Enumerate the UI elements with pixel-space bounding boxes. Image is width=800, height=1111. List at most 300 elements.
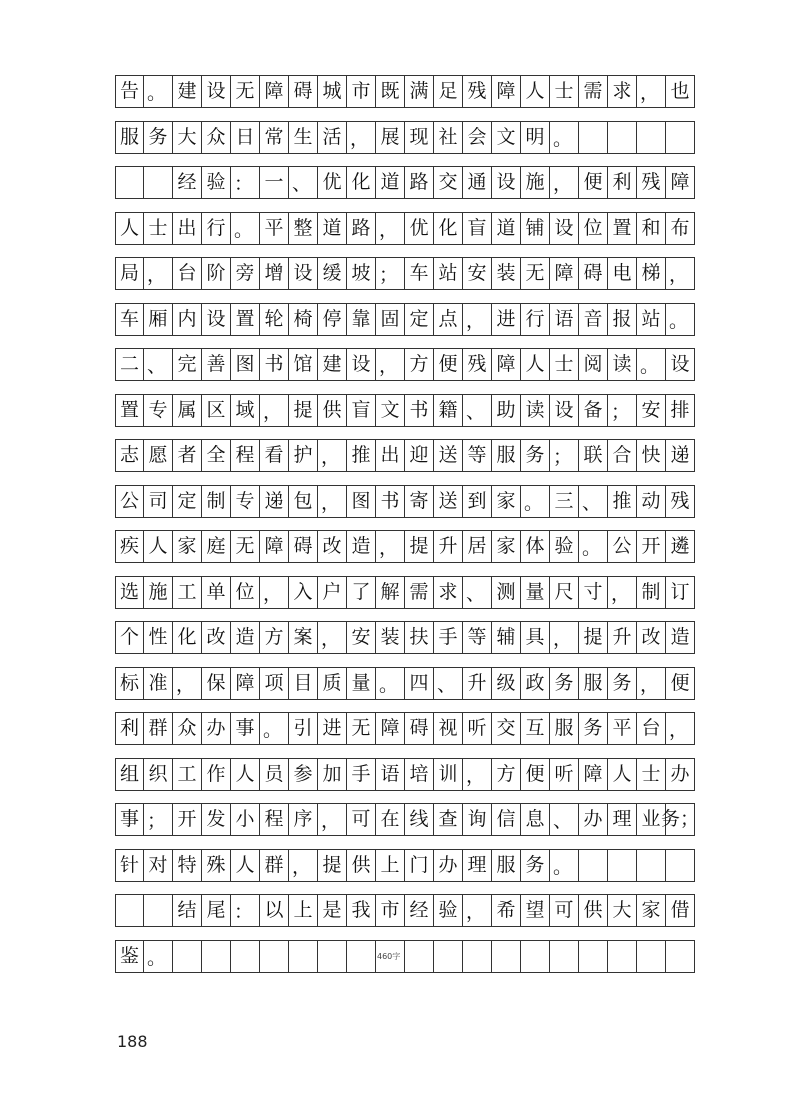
grid-cell: ， <box>463 303 492 336</box>
grid-cell: 作 <box>202 758 231 791</box>
grid-cell <box>608 940 637 973</box>
grid-cell: 交 <box>492 712 521 745</box>
grid-cell <box>318 940 347 973</box>
grid-cell: 设 <box>347 348 376 381</box>
grid-cell: 人 <box>231 758 260 791</box>
grid-cell: 专 <box>144 394 173 427</box>
grid-cell: 提 <box>405 530 434 563</box>
grid-cell: 读 <box>521 394 550 427</box>
grid-cell: 。 <box>637 348 666 381</box>
grid-cell: 标 <box>115 667 144 700</box>
grid-cell: 设 <box>550 212 579 245</box>
grid-cell: 、 <box>144 348 173 381</box>
grid-cell: 残 <box>666 485 695 518</box>
grid-cell: 上 <box>289 894 318 927</box>
grid-cell: 辅 <box>492 621 521 654</box>
grid-cell: 设 <box>492 166 521 199</box>
grid-cell: 合 <box>608 439 637 472</box>
grid-row <box>115 303 695 336</box>
grid-cell: 厢 <box>144 303 173 336</box>
grid-cell: 四 <box>405 667 434 700</box>
grid-cell: 开 <box>637 530 666 563</box>
grid-cell: 服 <box>492 849 521 882</box>
grid-cell <box>144 894 173 927</box>
grid-cell: 建 <box>318 348 347 381</box>
grid-cell: 便 <box>579 166 608 199</box>
grid-cell: 务 <box>144 121 173 154</box>
grid-cell: 迎 <box>405 439 434 472</box>
grid-cell: 旁 <box>231 257 260 290</box>
grid-cell: 望 <box>521 894 550 927</box>
grid-cell: 施 <box>144 576 173 609</box>
grid-row <box>115 530 695 563</box>
grid-cell: 务 <box>579 712 608 745</box>
grid-cell: 道 <box>376 166 405 199</box>
grid-cell: 无 <box>347 712 376 745</box>
grid-cell: 家 <box>492 485 521 518</box>
grid-cell: 体 <box>521 530 550 563</box>
grid-cell: 建 <box>173 75 202 108</box>
grid-cell: 碍 <box>579 257 608 290</box>
grid-cell: 扶 <box>405 621 434 654</box>
grid-row <box>115 121 695 154</box>
grid-cell: 了 <box>347 576 376 609</box>
grid-cell: 发 <box>202 803 231 836</box>
grid-cell: ， <box>318 803 347 836</box>
grid-cell: 。 <box>550 121 579 154</box>
grid-cell: 文 <box>492 121 521 154</box>
grid-cell: 社 <box>434 121 463 154</box>
grid-cell: 送 <box>434 485 463 518</box>
grid-row <box>115 894 695 927</box>
grid-cell: 明 <box>521 121 550 154</box>
grid-cell: 站 <box>637 303 666 336</box>
grid-cell: 事 <box>231 712 260 745</box>
grid-row <box>115 621 695 654</box>
grid-cell: 障 <box>376 712 405 745</box>
grid-cell: 政 <box>521 667 550 700</box>
grid-cell: 优 <box>318 166 347 199</box>
grid-cell: 升 <box>434 530 463 563</box>
grid-cell: 整 <box>289 212 318 245</box>
grid-cell: ， <box>550 621 579 654</box>
grid-cell: 听 <box>463 712 492 745</box>
grid-cell: 书 <box>405 394 434 427</box>
grid-cell: 装 <box>376 621 405 654</box>
grid-cell: 需 <box>579 75 608 108</box>
grid-cell: 服 <box>550 712 579 745</box>
grid-cell: 包 <box>289 485 318 518</box>
grid-cell: 士 <box>550 348 579 381</box>
writing-grid <box>115 75 700 985</box>
grid-cell: 训 <box>434 758 463 791</box>
grid-cell: 群 <box>260 849 289 882</box>
grid-cell: 安 <box>463 257 492 290</box>
grid-cell <box>347 940 376 973</box>
grid-cell <box>579 940 608 973</box>
grid-cell: 参 <box>289 758 318 791</box>
grid-cell: 、 <box>289 166 318 199</box>
grid-cell: ， <box>376 212 405 245</box>
grid-cell <box>608 849 637 882</box>
grid-cell: 服 <box>492 439 521 472</box>
grid-cell: 士 <box>550 75 579 108</box>
grid-cell: 、 <box>579 485 608 518</box>
grid-cell: 织 <box>144 758 173 791</box>
grid-cell: 信 <box>492 803 521 836</box>
grid-cell: 到 <box>463 485 492 518</box>
grid-cell: 程 <box>231 439 260 472</box>
grid-cell <box>579 849 608 882</box>
grid-cell: 展 <box>376 121 405 154</box>
grid-cell: 无 <box>231 75 260 108</box>
grid-row <box>115 166 695 199</box>
grid-cell: 位 <box>579 212 608 245</box>
grid-cell: 愿 <box>144 439 173 472</box>
grid-cell: 务； <box>666 803 695 836</box>
grid-cell: 可 <box>550 894 579 927</box>
grid-cell: ； <box>144 803 173 836</box>
grid-cell: 告 <box>115 75 144 108</box>
grid-cell: 生 <box>289 121 318 154</box>
grid-cell: 制 <box>202 485 231 518</box>
grid-cell: 寸 <box>579 576 608 609</box>
grid-cell: 。 <box>376 667 405 700</box>
grid-cell: 排 <box>666 394 695 427</box>
grid-cell: 障 <box>260 75 289 108</box>
grid-cell: 行 <box>202 212 231 245</box>
grid-cell: 针 <box>115 849 144 882</box>
grid-cell <box>666 849 695 882</box>
grid-cell: 阶 <box>202 257 231 290</box>
grid-cell: 上 <box>376 849 405 882</box>
grid-cell: 铺 <box>521 212 550 245</box>
grid-cell: ； <box>550 439 579 472</box>
grid-cell <box>608 121 637 154</box>
grid-cell <box>637 121 666 154</box>
grid-cell: 家 <box>173 530 202 563</box>
grid-cell: 造 <box>666 621 695 654</box>
grid-cell: 解 <box>376 576 405 609</box>
grid-cell: 群 <box>144 712 173 745</box>
grid-cell: 图 <box>231 348 260 381</box>
grid-cell: ， <box>318 621 347 654</box>
grid-row <box>115 849 695 882</box>
grid-cell: 位 <box>231 576 260 609</box>
grid-cell: 大 <box>608 894 637 927</box>
grid-cell: 殊 <box>202 849 231 882</box>
grid-cell: 设 <box>289 257 318 290</box>
grid-cell: 停 <box>318 303 347 336</box>
grid-cell <box>289 940 318 973</box>
grid-cell <box>666 940 695 973</box>
grid-cell: 推 <box>608 485 637 518</box>
grid-cell: 日 <box>231 121 260 154</box>
grid-cell: 设 <box>202 303 231 336</box>
grid-row <box>115 758 695 791</box>
grid-cell: 安 <box>637 394 666 427</box>
grid-cell: 固 <box>376 303 405 336</box>
grid-cell: ， <box>666 257 695 290</box>
grid-cell: 障 <box>231 667 260 700</box>
grid-cell: 方 <box>405 348 434 381</box>
grid-cell: 障 <box>579 758 608 791</box>
grid-cell: 进 <box>318 712 347 745</box>
grid-cell: 士 <box>144 212 173 245</box>
grid-cell: 设 <box>550 394 579 427</box>
grid-row <box>115 712 695 745</box>
grid-cell: 出 <box>376 439 405 472</box>
grid-cell: 手 <box>434 621 463 654</box>
grid-cell: 域 <box>231 394 260 427</box>
grid-cell: ， <box>347 121 376 154</box>
grid-row <box>115 940 695 973</box>
grid-cell: 常 <box>260 121 289 154</box>
grid-cell: 提 <box>318 849 347 882</box>
grid-cell: 办 <box>202 712 231 745</box>
grid-cell: 既 <box>376 75 405 108</box>
grid-cell: 无 <box>231 530 260 563</box>
grid-cell: 便 <box>434 348 463 381</box>
grid-cell: 籍 <box>434 394 463 427</box>
grid-cell: 快 <box>637 439 666 472</box>
grid-cell: 求 <box>608 75 637 108</box>
grid-row <box>115 576 695 609</box>
grid-cell <box>463 940 492 973</box>
grid-cell: 人 <box>521 75 550 108</box>
grid-cell: 属 <box>173 394 202 427</box>
grid-cell: 办 <box>434 849 463 882</box>
grid-cell: 借 <box>666 894 695 927</box>
grid-cell: 案 <box>289 621 318 654</box>
grid-cell: 庭 <box>202 530 231 563</box>
grid-cell: 。 <box>521 485 550 518</box>
grid-cell: 护 <box>289 439 318 472</box>
grid-cell: 坡 <box>347 257 376 290</box>
grid-cell: 手 <box>347 758 376 791</box>
grid-cell: 互 <box>521 712 550 745</box>
grid-cell: 车 <box>405 257 434 290</box>
grid-cell: 、 <box>463 394 492 427</box>
grid-cell: 鉴 <box>115 940 144 973</box>
grid-cell: 线 <box>405 803 434 836</box>
grid-cell: 测 <box>492 576 521 609</box>
grid-cell: 我 <box>347 894 376 927</box>
grid-cell: 增 <box>260 257 289 290</box>
grid-cell: 造 <box>347 530 376 563</box>
grid-cell: 服 <box>115 121 144 154</box>
grid-row <box>115 75 695 108</box>
grid-cell: 人 <box>608 758 637 791</box>
grid-cell: 障 <box>666 166 695 199</box>
grid-cell: 站 <box>434 257 463 290</box>
grid-cell: 装 <box>492 257 521 290</box>
grid-cell: 办 <box>666 758 695 791</box>
grid-cell: 利 <box>608 166 637 199</box>
grid-cell: 置 <box>608 212 637 245</box>
grid-cell: 经 <box>173 166 202 199</box>
grid-cell: ： <box>231 894 260 927</box>
grid-row <box>115 394 695 427</box>
grid-cell: 市 <box>376 894 405 927</box>
grid-cell: 等 <box>463 621 492 654</box>
grid-cell: 供 <box>347 849 376 882</box>
grid-cell: 户 <box>318 576 347 609</box>
grid-cell: 动 <box>637 485 666 518</box>
grid-cell: 碍 <box>289 75 318 108</box>
grid-cell: 足 <box>434 75 463 108</box>
grid-cell: 便 <box>666 667 695 700</box>
grid-cell: 小 <box>231 803 260 836</box>
grid-cell: 公 <box>115 485 144 518</box>
grid-cell: 定 <box>405 303 434 336</box>
grid-cell: 尺 <box>550 576 579 609</box>
grid-cell <box>231 940 260 973</box>
grid-cell: 大 <box>173 121 202 154</box>
grid-cell: 障 <box>260 530 289 563</box>
grid-cell: 音 <box>579 303 608 336</box>
grid-cell: ， <box>144 257 173 290</box>
grid-cell: 化 <box>347 166 376 199</box>
grid-cell: 设 <box>202 75 231 108</box>
grid-cell: 、 <box>463 576 492 609</box>
grid-cell: 缓 <box>318 257 347 290</box>
grid-cell: 单 <box>202 576 231 609</box>
grid-cell: 制 <box>637 576 666 609</box>
grid-cell: 质 <box>318 667 347 700</box>
grid-cell: 目 <box>289 667 318 700</box>
grid-cell: 便 <box>521 758 550 791</box>
grid-cell: 居 <box>463 530 492 563</box>
grid-cell <box>637 940 666 973</box>
grid-cell: 以 <box>260 894 289 927</box>
grid-cell: ， <box>550 166 579 199</box>
grid-cell: 订 <box>666 576 695 609</box>
grid-cell: 障 <box>492 75 521 108</box>
grid-cell: 个 <box>115 621 144 654</box>
grid-cell: 众 <box>202 121 231 154</box>
grid-cell: 寄 <box>405 485 434 518</box>
grid-cell: 路 <box>405 166 434 199</box>
grid-cell <box>144 166 173 199</box>
grid-cell: 。 <box>550 849 579 882</box>
grid-cell: 、 <box>550 803 579 836</box>
grid-cell: 盲 <box>347 394 376 427</box>
grid-cell <box>637 849 666 882</box>
grid-cell: 保 <box>202 667 231 700</box>
grid-cell: 路 <box>347 212 376 245</box>
grid-cell: 台 <box>637 712 666 745</box>
grid-cell: ： <box>231 166 260 199</box>
grid-cell: 语 <box>550 303 579 336</box>
grid-cell: ， <box>463 894 492 927</box>
grid-row <box>115 348 695 381</box>
grid-cell <box>521 940 550 973</box>
grid-cell: 量 <box>347 667 376 700</box>
grid-cell: 道 <box>318 212 347 245</box>
grid-cell: 专 <box>231 485 260 518</box>
grid-cell: 供 <box>318 394 347 427</box>
grid-cell: 加 <box>318 758 347 791</box>
grid-cell <box>550 940 579 973</box>
grid-cell: 馆 <box>289 348 318 381</box>
grid-cell: ， <box>289 849 318 882</box>
grid-row <box>115 257 695 290</box>
grid-cell: 梯 <box>637 257 666 290</box>
grid-cell: 对 <box>144 849 173 882</box>
grid-cell: 理 <box>608 803 637 836</box>
grid-cell: 送 <box>434 439 463 472</box>
grid-cell: 台 <box>173 257 202 290</box>
grid-cell: 助 <box>492 394 521 427</box>
grid-cell: 服 <box>579 667 608 700</box>
grid-cell: 靠 <box>347 303 376 336</box>
grid-cell: 务 <box>521 849 550 882</box>
grid-cell: 士 <box>637 758 666 791</box>
grid-cell: 区 <box>202 394 231 427</box>
grid-cell: 置 <box>231 303 260 336</box>
grid-cell: 现 <box>405 121 434 154</box>
grid-cell: 椅 <box>289 303 318 336</box>
grid-cell: 公 <box>608 530 637 563</box>
grid-cell: 可 <box>347 803 376 836</box>
grid-cell: 施 <box>521 166 550 199</box>
grid-cell: 内 <box>173 303 202 336</box>
grid-cell: 。 <box>231 212 260 245</box>
grid-cell: 碍 <box>289 530 318 563</box>
grid-cell: 善 <box>202 348 231 381</box>
grid-cell: 询 <box>463 803 492 836</box>
grid-cell: 具 <box>521 621 550 654</box>
grid-cell: ， <box>376 348 405 381</box>
grid-cell: 遴 <box>666 530 695 563</box>
grid-cell: 升 <box>463 667 492 700</box>
grid-cell: 布 <box>666 212 695 245</box>
grid-cell: 。 <box>144 75 173 108</box>
grid-cell: 升 <box>608 621 637 654</box>
grid-cell: 人 <box>144 530 173 563</box>
grid-cell: ， <box>260 576 289 609</box>
grid-cell: 阅 <box>579 348 608 381</box>
grid-cell: ， <box>637 75 666 108</box>
grid-cell: 验 <box>550 530 579 563</box>
grid-cell: 视 <box>434 712 463 745</box>
grid-cell: 准 <box>144 667 173 700</box>
grid-cell: 市 <box>347 75 376 108</box>
grid-cell: 局 <box>115 257 144 290</box>
grid-cell: 。 <box>260 712 289 745</box>
grid-cell: 残 <box>463 75 492 108</box>
grid-cell: 事 <box>115 803 144 836</box>
grid-cell: 活 <box>318 121 347 154</box>
grid-cell: 读 <box>608 348 637 381</box>
page-number: 188 <box>117 1032 148 1051</box>
grid-cell: 障 <box>550 257 579 290</box>
grid-row <box>115 667 695 700</box>
grid-cell: 工 <box>173 758 202 791</box>
grid-cell: 级 <box>492 667 521 700</box>
grid-cell: 理 <box>463 849 492 882</box>
grid-cell: 设 <box>666 348 695 381</box>
grid-cell: 引 <box>289 712 318 745</box>
grid-cell: 组 <box>115 758 144 791</box>
grid-cell: 改 <box>637 621 666 654</box>
grid-cell: 验 <box>202 166 231 199</box>
grid-cell: 验 <box>434 894 463 927</box>
grid-cell: 会 <box>463 121 492 154</box>
grid-cell: 碍 <box>405 712 434 745</box>
grid-cell: 定 <box>173 485 202 518</box>
